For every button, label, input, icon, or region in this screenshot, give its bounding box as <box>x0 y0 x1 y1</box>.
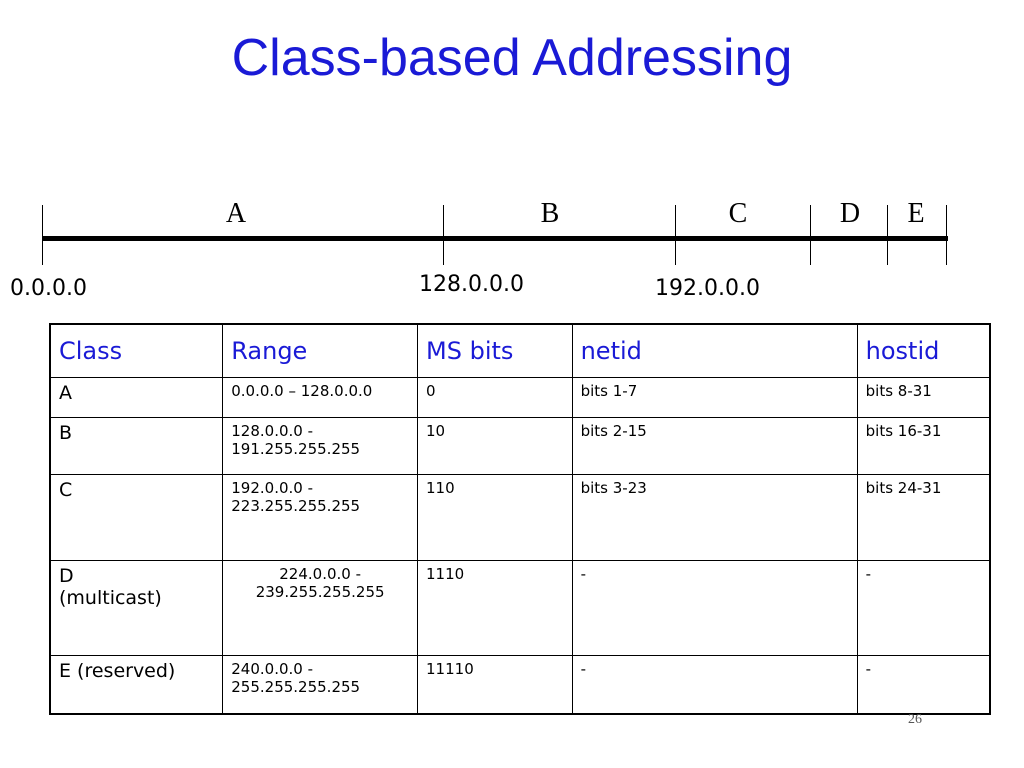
address-128: 128.0.0.0 <box>419 272 524 297</box>
cell-hostid: bits 8-31 <box>857 378 990 418</box>
cell-range <box>223 561 418 656</box>
class-line-1: D <box>59 565 74 587</box>
range-line-2: 239.255.255.255 <box>255 583 385 601</box>
cell-ms-bits: 0 <box>418 378 573 418</box>
timeline-label-c: C <box>728 198 748 229</box>
range-line-2: 223.255.255.255 <box>231 497 361 515</box>
cell-range <box>223 656 418 714</box>
range-line-1: 224.0.0.0 - <box>279 565 361 583</box>
cell-ms-bits: 11110 <box>418 656 573 714</box>
cell-netid: bits 2-15 <box>572 418 857 475</box>
address-timeline <box>0 0 1024 310</box>
class-line-2: (multicast) <box>59 587 162 609</box>
header-ms-bits: MS bits <box>418 324 573 378</box>
cell-ms-bits: 10 <box>418 418 573 475</box>
tick-240 <box>887 205 888 265</box>
cell-class: C <box>50 475 223 561</box>
header-hostid: hostid <box>857 324 990 378</box>
cell-hostid: - <box>857 561 990 656</box>
timeline-label-e: E <box>907 198 925 229</box>
tick-start <box>42 205 43 265</box>
tick-192 <box>675 205 676 265</box>
address-192: 192.0.0.0 <box>655 276 760 301</box>
cell-hostid: - <box>857 656 990 714</box>
table-row <box>50 561 990 656</box>
range-line-2: 191.255.255.255 <box>231 440 361 458</box>
header-class: Class <box>50 324 223 378</box>
cell-class <box>50 561 223 656</box>
range-line-1: 240.0.0.0 - <box>231 660 313 678</box>
cell-class: B <box>50 418 223 475</box>
cell-netid: - <box>572 656 857 714</box>
cell-class: E (reserved) <box>50 656 223 714</box>
tick-end <box>946 205 947 265</box>
cell-hostid: bits 24-31 <box>857 475 990 561</box>
range-line-2: 255.255.255.255 <box>231 678 361 696</box>
range-line-1: 192.0.0.0 - <box>231 479 313 497</box>
timeline-label-d: D <box>839 198 861 229</box>
slide-title: Class-based Addressing <box>231 29 793 87</box>
cell-netid: bits 1-7 <box>572 378 857 418</box>
header-netid: netid <box>572 324 857 378</box>
cell-range: 0.0.0.0 – 128.0.0.0 <box>223 378 418 418</box>
table-row <box>50 378 990 418</box>
address-class-table <box>49 323 991 715</box>
cell-netid: bits 3-23 <box>572 475 857 561</box>
cell-range <box>223 475 418 561</box>
cell-ms-bits: 110 <box>418 475 573 561</box>
cell-class: A <box>50 378 223 418</box>
cell-hostid: bits 16-31 <box>857 418 990 475</box>
cell-ms-bits: 1110 <box>418 561 573 656</box>
table-row <box>50 656 990 714</box>
tick-128 <box>443 205 444 265</box>
table-header-row <box>50 324 990 378</box>
table-row <box>50 418 990 475</box>
table-row <box>50 475 990 561</box>
cell-range <box>223 418 418 475</box>
page-number: 26 <box>908 712 922 727</box>
timeline-line <box>42 236 948 241</box>
tick-224 <box>810 205 811 265</box>
range-line-1: 128.0.0.0 - <box>231 422 313 440</box>
timeline-label-a: A <box>225 198 247 229</box>
header-range: Range <box>223 324 418 378</box>
timeline-label-b: B <box>540 198 560 229</box>
address-0: 0.0.0.0 <box>10 276 87 301</box>
cell-netid: - <box>572 561 857 656</box>
